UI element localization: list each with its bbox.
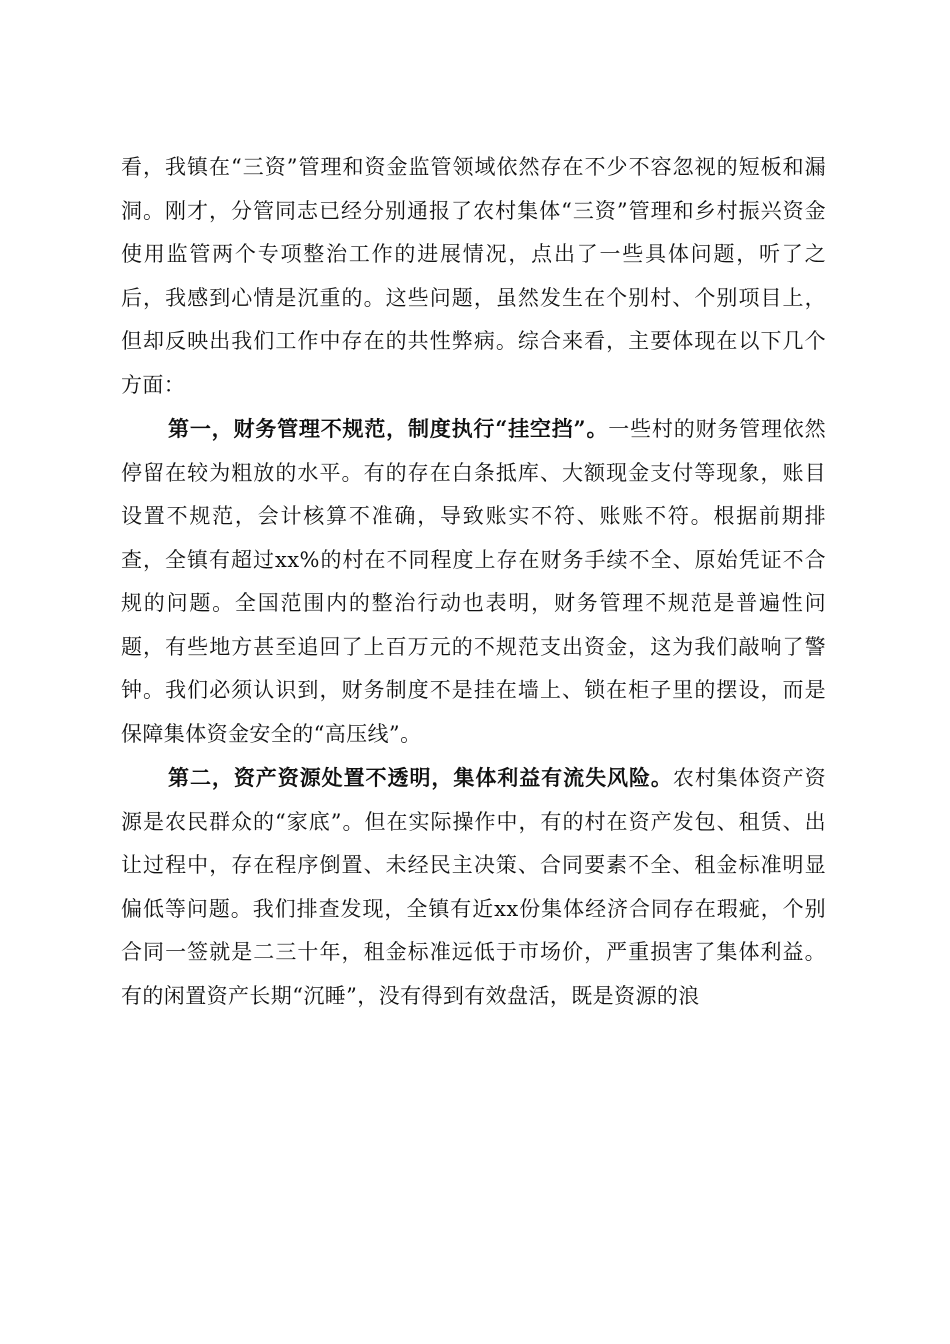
paragraph-intro — [121, 146, 826, 407]
paragraph-point-two-heading: 第二，资产资源处置不透明，集体利益有流失风险。 — [168, 765, 673, 790]
document-body — [121, 146, 826, 1018]
paragraph-point-one — [121, 407, 826, 756]
paragraph-point-one-heading: 第一，财务管理不规范，制度执行“挂空挡”。 — [168, 416, 609, 441]
paragraph-intro-text: 看，我镇在“三资”管理和资金监管领域依然存在不少不容忽视的短板和漏洞。刚才，分管同志已经分别通报了农村集体“三资”管理和乡村振兴资金使用监管两个专项整治工作的进展情况，点出了一些具体问题，听了之后，我感到心情是沉重的。这些问题，虽然发生在个别村、个别项目上，但却反映出我们工作中存在的共性弊病。综合来看，主要体现在以下几个方面： — [121, 155, 826, 397]
paragraph-point-one-text: 一些村的财务管理依然停留在较为粗放的水平。有的存在白条抵库、大额现金支付等现象，账目设置不规范，会计核算不准确，导致账实不符、账账不符。根据前期排查，全镇有超过xx%的村在不同程度上存在财务手续不全、原始凭证不合规的问题。全国范围内的整治行动也表明，财务管理不规范是普遍性问题，有些地方甚至追回了上百万元的不规范支出资金，这为我们敲响了警钟。我们必须认识到，财务制度不是挂在墙上、锁在柜子里的摆设，而是保障集体资金安全的“高压线”。 — [121, 417, 826, 746]
paragraph-point-two-text: 农村集体资产资源是农民群众的“家底”。但在实际操作中，有的村在资产发包、租赁、出让过程中，存在程序倒置、未经民主决策、合同要素不全、租金标准明显偏低等问题。我们排查发现，全镇有近xx份集体经济合同存在瑕疵，个别合同一签就是二三十年，租金标准远低于市场价，严重损害了集体利益。有的闲置资产长期“沉睡”，没有得到有效盘活，既是资源的浪 — [121, 766, 826, 1008]
paragraph-point-two — [121, 756, 826, 1018]
